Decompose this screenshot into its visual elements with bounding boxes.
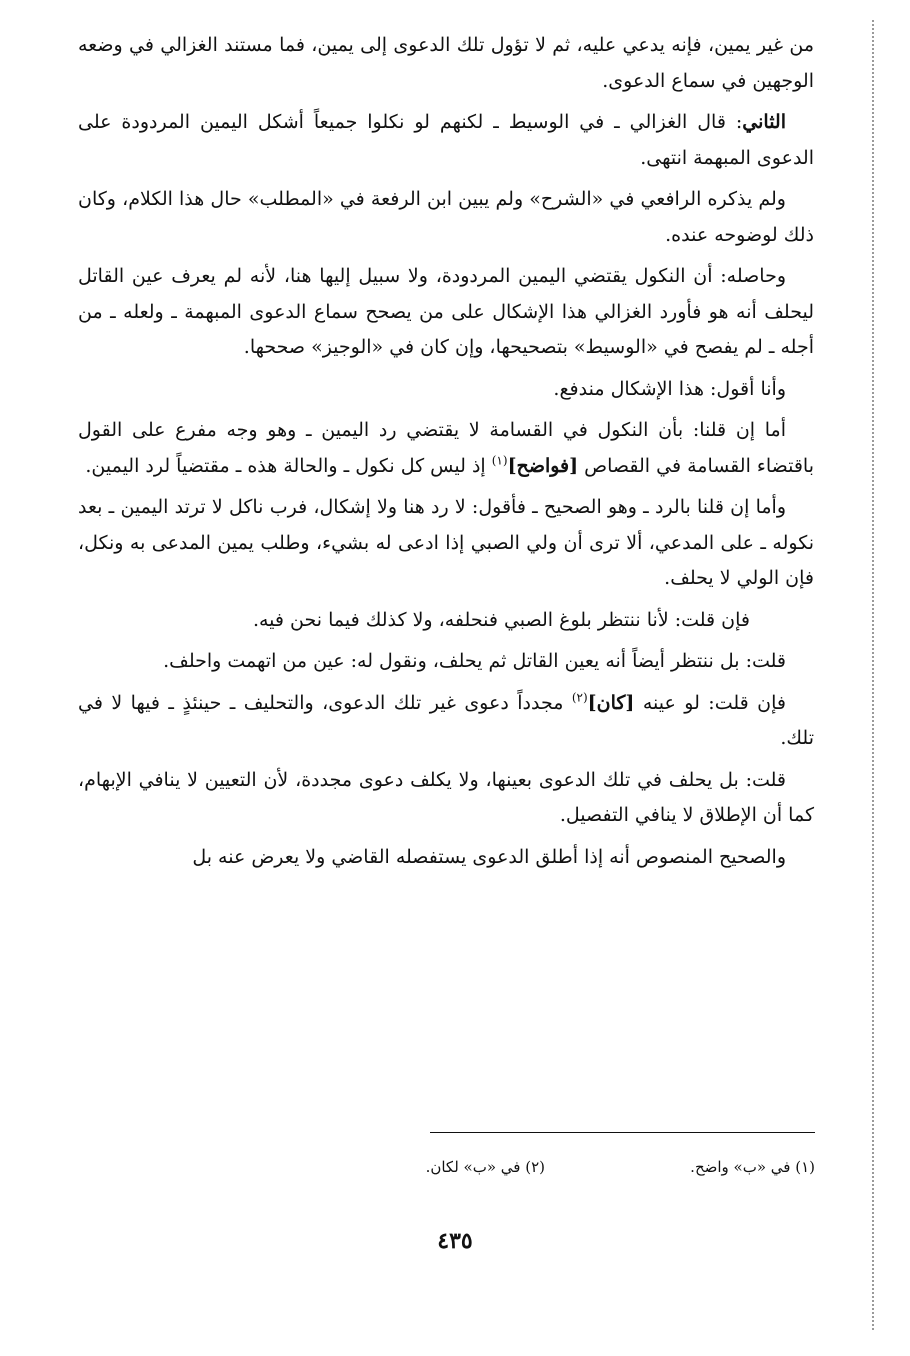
paragraph-10 xyxy=(78,686,814,757)
text-segment: وأما إن قلنا بالرد ـ وهو الصحيح ـ فأقول: لا رد هنا ولا إشكال، فرب ناكل لا ترتد اليمين ـ بعد نكوله ـ على المدعي، ألا ترى أن ولي الصبي إذا ادعى له بشيء، وطلب يمين المدعى به ونكل، فإن الولي لا يحلف. xyxy=(78,496,815,589)
footnote-ref: (١) xyxy=(491,453,508,468)
text-segment: وحاصله: أن النكول يقتضي اليمين المردودة، ولا سبيل إليها هنا، لأنه لم يعرف عين القاتل ليحلف أنه هو فأورد الغزالي هذا الإشكال على من يصحح سماع الدعوى المبهمة ـ ولعله ـ من أجله ـ لم يفصح في «الوسيط» بتصحيحها، وإن كان في «الوجيز» صححها. xyxy=(78,265,814,358)
paragraph-3 xyxy=(78,182,814,253)
footnote-1: (١) في «ب» واضح. xyxy=(690,1158,815,1176)
page-number: ٤٣٥ xyxy=(437,1228,473,1254)
paragraph-8 xyxy=(78,603,814,639)
text-segment: وأنا أقول: هذا الإشكال مندفع. xyxy=(553,377,786,400)
text-segment: أما إن قلنا: بأن النكول في القسامة لا يقتضي رد اليمين ـ وهو وجه مفرع على القول باقتضاء القسامة في القصاص xyxy=(78,419,814,477)
text-segment: والصحيح المنصوص أنه إذا أطلق الدعوى يستفصله القاضي ولا يعرض عنه بل xyxy=(192,845,786,868)
paragraph-11 xyxy=(78,763,814,834)
main-text xyxy=(78,28,814,881)
text-segment: ولم يذكره الرافعي في «الشرح» ولم يبين ابن الرفعة في «المطلب» حال هذا الكلام، وكان ذلك لوضوحه عنده. xyxy=(78,188,814,246)
scan-edge-dots xyxy=(872,20,874,1330)
bold-text: [كان] xyxy=(587,691,635,714)
bold-text: [فواضح] xyxy=(507,454,579,477)
paragraph-5 xyxy=(78,372,814,408)
text-segment: من غير يمين، فإنه يدعي عليه، ثم لا تؤول تلك الدعوى إلى يمين، فما مستند الغزالي في وضعه الوجهين في سماع الدعوى. xyxy=(78,34,814,92)
text-segment: إذ ليس كل نكول ـ والحالة هذه ـ مقتضياً لرد اليمين. xyxy=(85,454,492,477)
footnote-2: (٢) في «ب» لكان. xyxy=(425,1158,545,1176)
footnote-separator xyxy=(430,1132,815,1133)
paragraph-6 xyxy=(78,413,814,484)
bold-text: الثاني xyxy=(742,111,786,133)
text-segment: : قال الغزالي ـ في الوسيط ـ لكنهم لو نكلوا جميعاً أشكل اليمين المردودة على الدعوى المبهمة انتهى. xyxy=(78,111,814,169)
paragraph-9 xyxy=(78,644,814,680)
paragraph-4 xyxy=(78,259,814,366)
paragraph-1 xyxy=(78,28,814,99)
paragraph-12 xyxy=(78,840,814,876)
paragraph-2 xyxy=(78,105,814,176)
text-segment: فإن قلت: لأنا ننتظر بلوغ الصبي فنحلفه، ولا كذلك فيما نحن فيه. xyxy=(252,608,750,631)
text-segment: قلت: بل يحلف في تلك الدعوى بعينها، ولا يكلف دعوى مجددة، لأن التعيين لا ينافي الإبهام، كما أن الإطلاق لا ينافي التفصيل. xyxy=(78,768,814,826)
footnotes xyxy=(180,1158,815,1188)
text-segment: مجدداً دعوى غير تلك الدعوى، والتحليف ـ حينئذٍ ـ فيها لا في تلك. xyxy=(78,691,814,749)
text-segment: قلت: بل ننتظر أيضاً أنه يعين القاتل ثم يحلف، ونقول له: عين من اتهمت واحلف. xyxy=(163,650,786,672)
paragraph-7 xyxy=(78,490,814,597)
text-segment: فإن قلت: لو عينه xyxy=(634,691,786,714)
footnote-ref: (٢) xyxy=(571,690,588,705)
